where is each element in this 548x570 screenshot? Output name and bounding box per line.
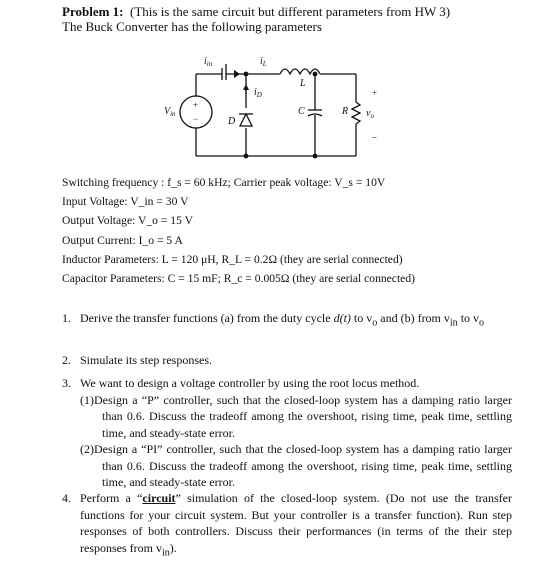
buck-converter-circuit <box>150 52 380 170</box>
question-1-text-d: to v <box>460 311 480 325</box>
param-capacitor: Capacitor Parameters: C = 15 mF; R_c = 0.005Ω (they are serial connected) <box>62 272 415 286</box>
question-2 <box>62 352 512 369</box>
parameter-list <box>62 173 415 288</box>
svg-text:+: + <box>193 100 199 110</box>
question-2-text: Simulate its step responses. <box>80 353 212 367</box>
question-1-sub-o: o <box>372 317 378 329</box>
question-4-circuit-word: circuit <box>142 491 176 505</box>
question-3 <box>62 375 512 491</box>
label-i-l-sub: L <box>262 60 267 68</box>
label-i-d: i <box>254 87 257 98</box>
question-2-number: 2. <box>62 353 71 367</box>
label-vo-minus: – <box>372 132 377 142</box>
svg-text:−: − <box>193 114 199 124</box>
label-v-in: V <box>164 106 171 117</box>
label-i-in-sub: in <box>206 60 213 68</box>
svg-text:iin <box>204 56 213 68</box>
param-switching: Switching frequency : f_s = 60 kHz; Carrier peak voltage: V_s = 10V <box>62 176 386 189</box>
question-4-number: 4. <box>62 491 71 505</box>
question-1-sub-o-2: o <box>479 317 485 329</box>
problem-label: Problem 1: <box>62 4 124 19</box>
svg-text:iL <box>260 56 267 68</box>
question-1-text-c: and (b) from v <box>380 311 450 325</box>
label-i-l: i <box>260 56 263 67</box>
question-1-dt: d(t) <box>333 311 351 325</box>
svg-text:vo <box>366 108 374 120</box>
question-3-text: We want to design a voltage controller by using the root locus method. <box>80 376 420 390</box>
question-1-sub-in: in <box>449 317 458 329</box>
question-4-text-a: Perform a “ <box>80 491 143 505</box>
problem-subtitle: The Buck Converter has the following parameters <box>62 19 322 34</box>
question-4-text-c: ). <box>169 540 177 555</box>
question-4-sub-in: in <box>161 546 170 558</box>
label-v-o-sub: o <box>370 112 374 120</box>
question-4 <box>62 490 512 561</box>
label-i-in: i <box>204 56 207 67</box>
question-3-part-1: (1)Design a “P” controller, such that the closed-loop system has a damping ratio larger than 0.6. Discuss the tradeoff among the overshoot, rising time, peak time, settling time, and steady-state error. <box>80 392 512 440</box>
question-1-text-a: Derive the transfer functions (a) from the duty cycle <box>80 311 331 325</box>
label-v-o: v <box>366 108 371 119</box>
svg-text:Vin <box>164 106 176 118</box>
param-input-voltage: Input Voltage: V_in = 30 V <box>62 195 189 209</box>
question-1 <box>62 310 512 332</box>
question-1-text-b: to v <box>353 311 373 325</box>
problem-title <box>62 4 450 20</box>
question-3-number: 3. <box>62 376 71 390</box>
label-i-d-sub: D <box>256 91 262 99</box>
param-output-current: Output Current: I_o = 5 A <box>62 233 183 247</box>
problem-note: (This is the same circuit but different parameters from HW 3) <box>130 4 451 19</box>
question-4-text-b: ” simulation of the closed-loop system. (Do not use the transfer functions for your circuit system. But your controller is a transfer function). Run step responses of both controllers. Discuss their performances (in terms of the their step responses from v <box>80 491 512 555</box>
label-diode: D <box>228 116 236 127</box>
label-capacitor: C <box>298 106 305 117</box>
label-vo-plus: + <box>372 88 378 98</box>
param-inductor: Inductor Parameters: L = 120 μH, R_L = 0.2Ω (they are serial connected) <box>62 252 403 266</box>
svg-text:iD <box>254 87 262 99</box>
label-v-in-sub: in <box>170 110 176 118</box>
question-1-number: 1. <box>62 311 71 325</box>
label-resistor: R <box>342 106 349 117</box>
label-inductor: L <box>300 78 306 89</box>
question-3-part-2: (2)Design a “PI” controller, such that the closed-loop system has a damping ratio larger than 0.6. Discuss the tradeoff among the overshoot, rising time, peak time, settling time, and steady-state error. <box>80 442 512 489</box>
param-output-voltage: Output Voltage: V_o = 15 V <box>62 214 193 228</box>
